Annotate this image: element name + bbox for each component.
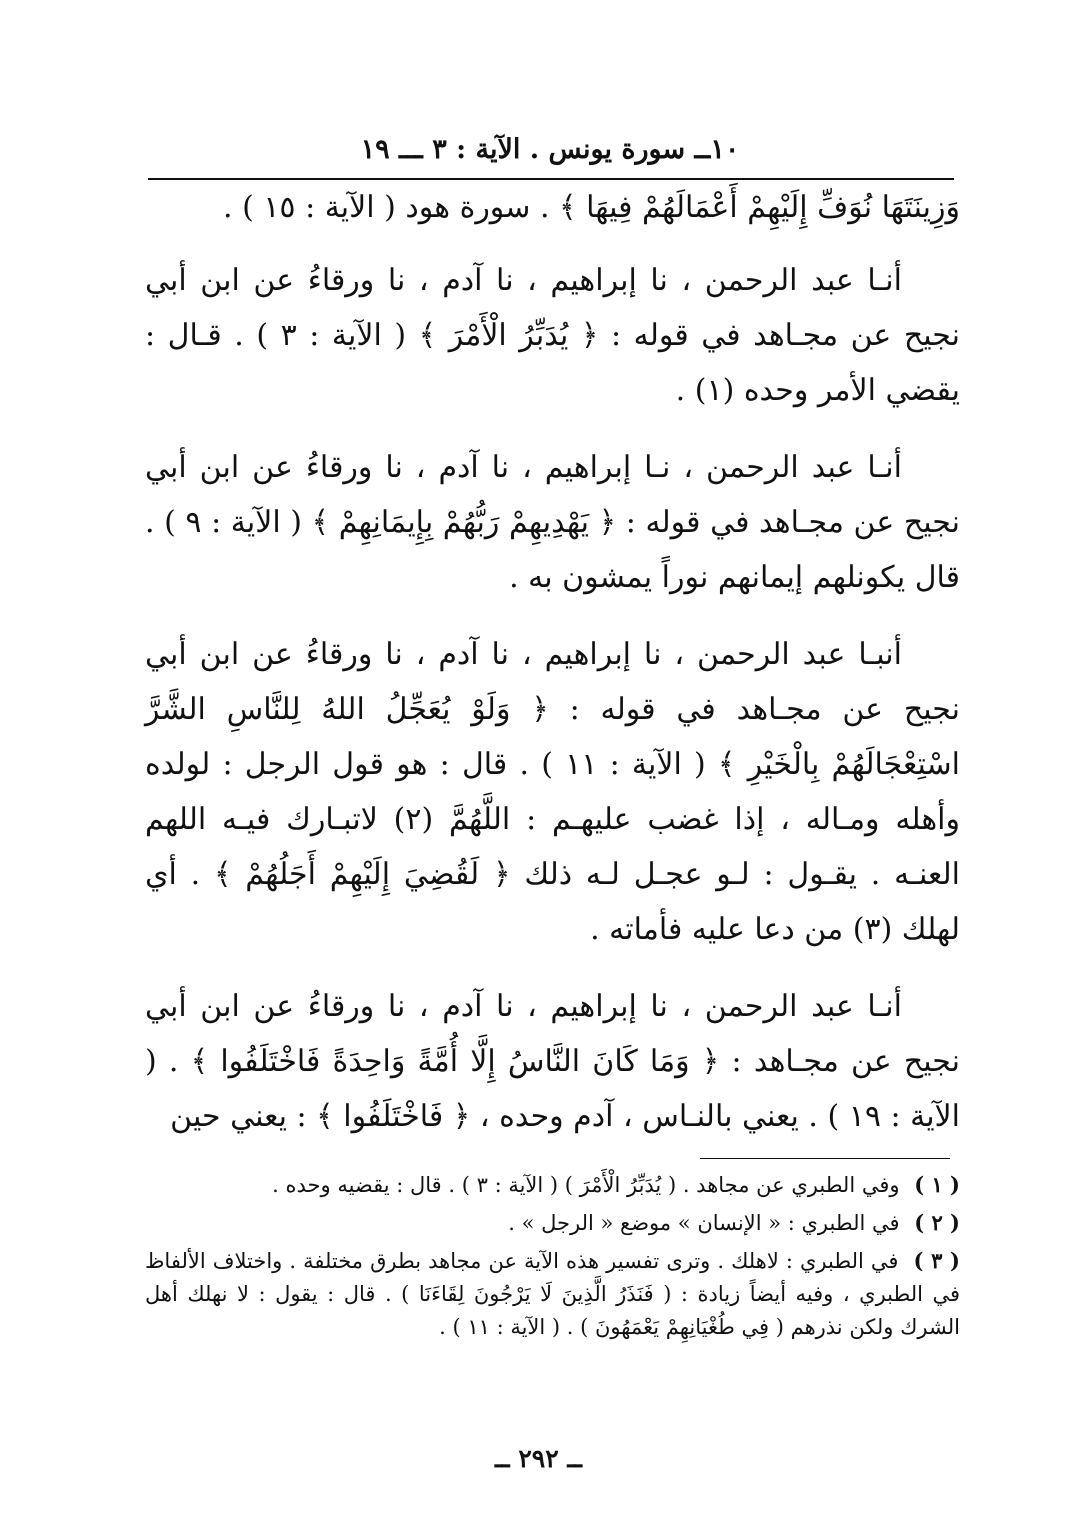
- paragraph: أنبـا عبد الرحمن ، نا إبراهيم ، نا آدم ، نا ورقاءُ عن ابن أبي نجيح عن مجـاهد في قوله : ﴿ وَلَوْ يُعَجِّلُ اللهُ لِلنَّاسِ الشَّرَّ اسْتِعْجَالَهُمْ بِالْخَيْرِ ﴾ ( الآية : ١١ ) . قال : هو قول الرجل : لولده وأهله ومـاله ، إذا غضب عليهـم : اللَّهُمَّ (٢) لاتبـارك فيـه اللهم العنـه . يقـول : لـو عجـل لـه ذلك ﴿ لَقُضِيَ إِلَيْهِمْ أَجَلُهُمْ ﴾ . أي لهلك (٣) من دعا عليه فأماته .: [145, 637, 961, 947]
- footnote-text: في الطبري : « الإنسان » موضع « الرجل » .: [508, 1211, 900, 1235]
- running-header: ١٠ــ سورة يونس . الآية : ٣ ـــ ١٩: [360, 134, 740, 165]
- footnote-text: وفي الطبري عن مجاهد . ( يُدَبِّرُ الْأَمْرَ ) ( الآية : ٣ ) . قال : يقضيه وحده .: [272, 1173, 900, 1197]
- footnote-number: ( ٣ ): [913, 1248, 960, 1273]
- footnote-number: ( ٢ ): [914, 1210, 960, 1235]
- main-text: [145, 180, 960, 1166]
- footnote-number: ( ١ ): [914, 1172, 960, 1197]
- page-number: ــ ٢٩٢ ــ: [494, 1444, 582, 1473]
- footnote: [145, 1206, 960, 1240]
- footnote-rule: [700, 1158, 950, 1159]
- footnote: [145, 1244, 960, 1344]
- paragraph: أنـا عبد الرحمن ، نا إبراهيم ، نا آدم ، نا ورقاءُ عن ابن أبي نجيح عن مجـاهد في قوله : ﴿ يُدَبِّرُ الْأَمْرَ ﴾ ( الآية : ٣ ) . قـال : يقضي الأمر وحده (١) .: [145, 263, 961, 408]
- paragraph: أنـا عبد الرحمن ، نا إبراهيم ، نا آدم ، نا ورقاءُ عن ابن أبي نجيح عن مجـاهد : ﴿ وَمَا كَانَ النَّاسُ إِلَّا أُمَّةً وَاحِدَةً فَاخْتَلَفُوا ﴾ . ( الآية : ١٩ ) . يعني بالنـاس ، آدم وحده ، ﴿ فَاخْتَلَفُوا ﴾ : يعني حين: [145, 989, 960, 1134]
- footnotes: [145, 1168, 960, 1348]
- paragraph: أنـا عبد الرحمن ، نـا إبراهيم ، نا آدم ، نا ورقاءُ عن ابن أبي نجيح عن مجـاهد في قوله : ﴿ يَهْدِيهِمْ رَبُّهُمْ بِإِيمَانِهِمْ ﴾ ( الآية : ٩ ) . قال يكونلهم إيمانهم نوراً يمشون به .: [145, 450, 960, 595]
- paragraph-continuation: وَزِينَتَهَا نُوَفِّ إِلَيْهِمْ أَعْمَالَهُمْ فِيهَا ﴾ . سورة هود ( الآية : ١٥ ) .: [223, 190, 960, 225]
- footnote-text: في الطبري : لاهلك . وترى تفسير هذه الآية عن مجاهد بطرق مختلفة . واختلاف الألفاظ في الطبري ، وفيه أيضاً زيادة : ( فَنَذَرُ الَّذِينَ لَا يَرْجُونَ لِقَاءَنَا ) . قال : يقول : لا نهلك أهل الشرك ولكن نذرهم ( فِي طُغْيَانِهِمْ يَعْمَهُونَ ) . ( الآية : ١١ ) .: [145, 1249, 960, 1339]
- footnote: [145, 1168, 960, 1202]
